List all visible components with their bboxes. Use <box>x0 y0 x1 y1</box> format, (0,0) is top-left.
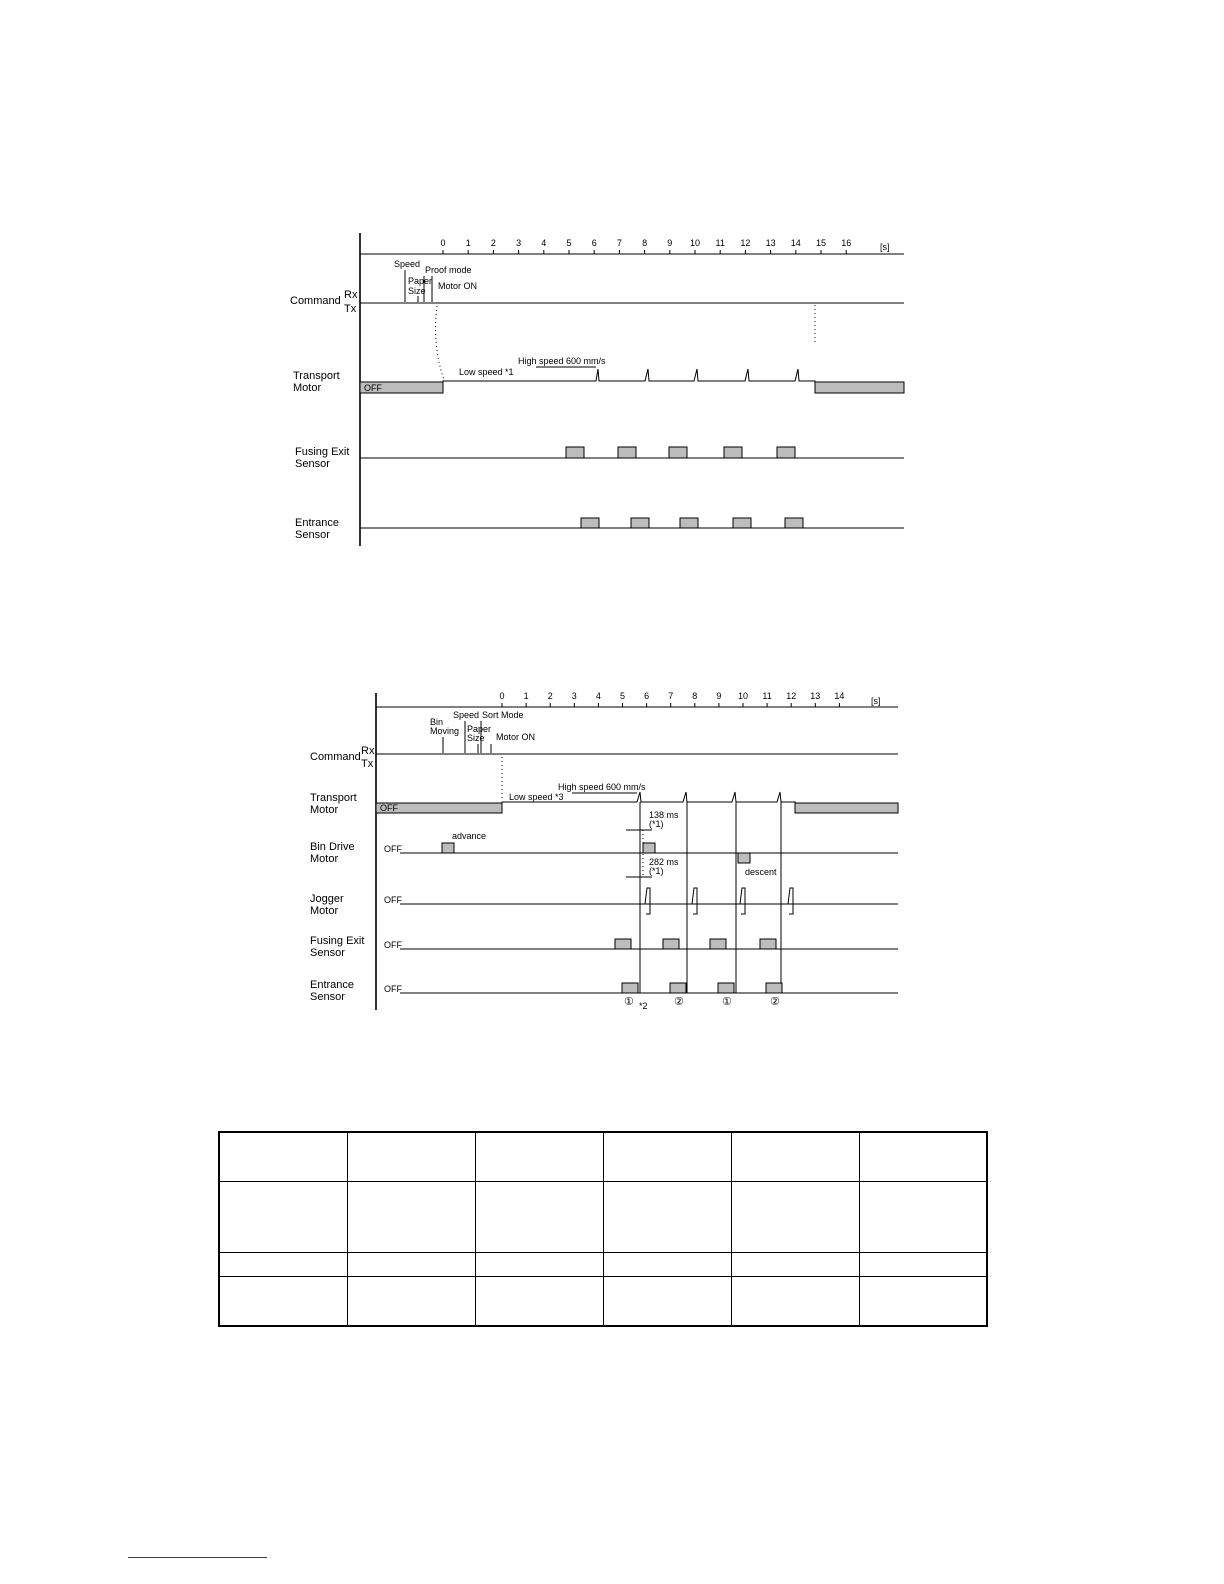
rx-label: Rx <box>344 289 358 301</box>
time-tick-label: 15 <box>815 238 827 248</box>
off-label: OFF <box>384 940 402 950</box>
time-tick-label: 5 <box>619 691 626 701</box>
time-unit: [s] <box>880 242 890 252</box>
delay-282: 282 ms <box>649 857 679 867</box>
entrance-label: Sensor <box>295 529 330 541</box>
rx-label: Rx <box>361 745 375 757</box>
time-tick-label: 6 <box>644 691 650 701</box>
time-tick-label: 7 <box>668 691 674 701</box>
table-cell <box>219 1252 347 1276</box>
footer-rule <box>128 1557 267 1558</box>
pulse <box>710 939 726 949</box>
event-speed: Speed <box>394 259 421 269</box>
delay-138: 138 ms <box>649 810 679 820</box>
table-cell <box>603 1182 731 1253</box>
table-cell <box>219 1132 347 1182</box>
bin-drive-label: Bin Drive <box>310 841 355 853</box>
time-tick-label: 13 <box>810 691 821 701</box>
table-cell <box>731 1182 859 1253</box>
pulse <box>718 983 734 993</box>
time-tick-label: 2 <box>490 238 496 248</box>
note-mark: *2 <box>639 1001 648 1011</box>
time-tick-label: 9 <box>716 691 722 701</box>
event-bin: Bin <box>430 717 444 727</box>
pulse <box>760 939 776 949</box>
jogger-pulse <box>788 888 793 914</box>
off-label: OFF <box>364 383 382 393</box>
table-cell <box>859 1132 987 1182</box>
time-tick-label: 0 <box>499 691 505 701</box>
table-cell <box>475 1132 603 1182</box>
table-row <box>219 1252 987 1276</box>
time-tick-label: 3 <box>571 691 577 701</box>
off-label: OFF <box>380 803 398 813</box>
bin-pulse <box>643 843 655 853</box>
time-tick-label: 4 <box>595 691 601 701</box>
table-row <box>219 1182 987 1253</box>
table-cell <box>475 1252 603 1276</box>
entrance-label: Entrance <box>295 517 340 529</box>
entrance-label: Sensor <box>310 991 345 1003</box>
table-cell <box>475 1276 603 1326</box>
time-tick-label: 7 <box>616 238 622 248</box>
bin-mark: ② <box>674 996 684 1008</box>
fusing-label: Sensor <box>295 458 330 470</box>
table-cell <box>603 1276 731 1326</box>
time-tick-label: 8 <box>692 691 698 701</box>
table-row <box>219 1276 987 1326</box>
advance-label: advance <box>452 831 487 841</box>
entrance-label: Entrance <box>310 979 355 991</box>
off-label: OFF <box>384 844 402 854</box>
table-cell <box>603 1132 731 1182</box>
table-row <box>219 1132 987 1182</box>
pulse <box>766 983 782 993</box>
table-cell <box>347 1252 475 1276</box>
event-proof-mode: Proof mode <box>425 265 472 275</box>
event-motor-on: Motor ON <box>496 732 536 742</box>
time-unit: [s] <box>871 696 881 706</box>
time-tick-label: 9 <box>667 238 673 248</box>
table-cell <box>603 1252 731 1276</box>
pulse <box>622 983 638 993</box>
delay-138-note: (*1) <box>649 819 664 829</box>
time-tick-label: 11 <box>762 691 772 701</box>
table-cell <box>219 1182 347 1253</box>
time-ticks <box>499 691 844 707</box>
time-tick-label: 0 <box>440 238 446 248</box>
transport-label: Transport <box>310 792 357 804</box>
time-tick-label: 16 <box>841 238 852 248</box>
bin-mark: ① <box>722 996 732 1008</box>
event-speed: Speed <box>453 710 480 720</box>
table-cell <box>475 1182 603 1253</box>
table-cell <box>731 1276 859 1326</box>
fusing-label: Sensor <box>310 947 345 959</box>
low-speed-label: Low speed *3 <box>509 792 564 802</box>
table-cell <box>859 1276 987 1326</box>
time-tick-label: 10 <box>689 238 701 248</box>
transport-label: Motor <box>293 382 322 394</box>
descent-label: descent <box>745 867 777 877</box>
descent-pulse <box>738 853 750 863</box>
transport-label: Motor <box>310 804 339 816</box>
pulse <box>663 939 679 949</box>
table-cell <box>859 1252 987 1276</box>
time-tick-label: 13 <box>765 238 776 248</box>
time-tick-label: 4 <box>541 238 547 248</box>
table-cell <box>219 1276 347 1326</box>
table-cell <box>859 1182 987 1253</box>
blank-table <box>218 1131 988 1327</box>
time-tick-label: 11 <box>715 238 725 248</box>
high-speed-label: High speed 600 mm/s <box>518 356 606 366</box>
time-tick-label: 2 <box>547 691 553 701</box>
time-tick-label: 14 <box>834 691 845 701</box>
bin-mark: ① <box>624 996 634 1008</box>
event-sort-mode: Sort Mode <box>482 710 524 720</box>
fusing-label: Fusing Exit <box>295 446 350 458</box>
time-tick-label: 8 <box>642 238 648 248</box>
table-cell <box>731 1132 859 1182</box>
time-tick-label: 1 <box>465 238 471 248</box>
jogger-pulse <box>740 888 745 914</box>
command-label: Command <box>290 295 341 307</box>
pulse <box>670 983 686 993</box>
jogger-pulse <box>645 888 650 914</box>
time-tick-label: 3 <box>516 238 522 248</box>
table-cell <box>731 1252 859 1276</box>
tx-label: Tx <box>344 303 357 315</box>
event-moving: Moving <box>430 726 460 736</box>
jogger-label: Jogger <box>310 893 344 905</box>
jogger-label: Motor <box>310 905 339 917</box>
high-speed-label: High speed 600 mm/s <box>558 782 646 792</box>
event-size: Size <box>467 733 485 743</box>
time-tick-label: 14 <box>790 238 801 248</box>
table-cell <box>347 1182 475 1253</box>
event-paper: Paper <box>467 724 492 734</box>
event-size: Size <box>408 286 426 296</box>
command-label: Command <box>310 751 361 763</box>
low-speed-label: Low speed *1 <box>459 367 514 377</box>
time-tick-label: 5 <box>566 238 572 248</box>
time-tick-label: 10 <box>737 691 749 701</box>
tx-label: Tx <box>361 758 374 770</box>
advance-pulse <box>442 843 454 853</box>
off-label: OFF <box>384 984 402 994</box>
pulse <box>615 939 631 949</box>
bin-drive-label: Motor <box>310 853 339 865</box>
off-label: OFF <box>384 895 402 905</box>
bin-mark: ② <box>770 996 780 1008</box>
time-tick-label: 12 <box>786 691 797 701</box>
delay-282-note: (*1) <box>649 866 664 876</box>
event-motor-on: Motor ON <box>438 281 478 291</box>
off-region <box>795 803 898 813</box>
time-tick-label: 1 <box>523 691 529 701</box>
event-paper: Paper <box>408 276 433 286</box>
table-cell <box>347 1132 475 1182</box>
transport-label: Transport <box>293 370 340 382</box>
jogger-pulse <box>692 888 697 914</box>
time-tick-label: 12 <box>740 238 751 248</box>
time-tick-label: 6 <box>591 238 597 248</box>
table-cell <box>347 1276 475 1326</box>
fusing-label: Fusing Exit <box>310 935 365 947</box>
